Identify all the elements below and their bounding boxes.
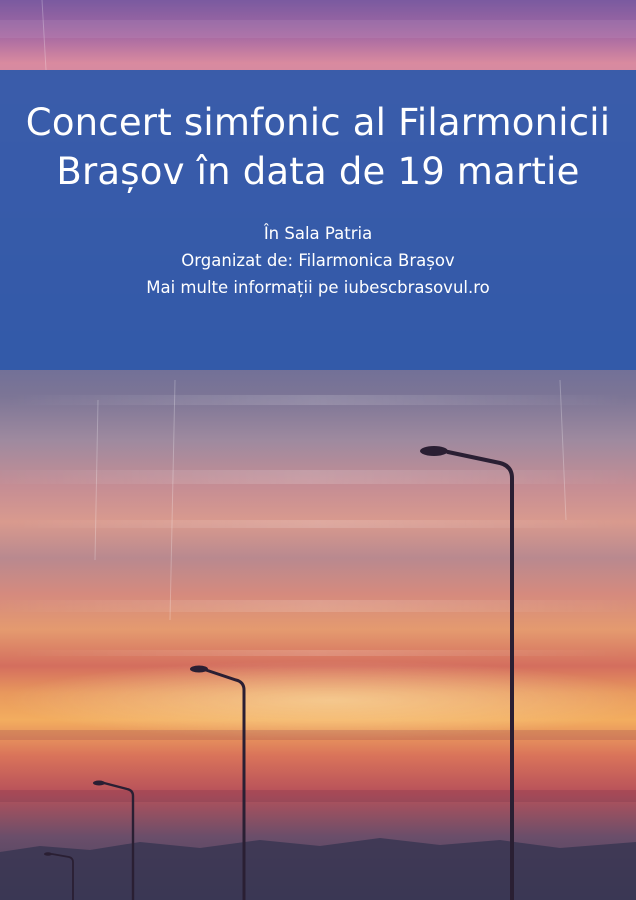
hills: [0, 838, 636, 900]
event-title: Concert simfonic al Filarmonicii Brașov în data de 19 martie: [25, 101, 611, 193]
event-more-info: Mai multe informații pe iubescbrasovul.ro: [146, 278, 490, 297]
event-location: În Sala Patria: [263, 224, 373, 243]
event-details: [0, 220, 636, 301]
event-banner: [0, 70, 636, 370]
event-organizer: Organizat de: Filarmonica Brașov: [181, 251, 455, 270]
